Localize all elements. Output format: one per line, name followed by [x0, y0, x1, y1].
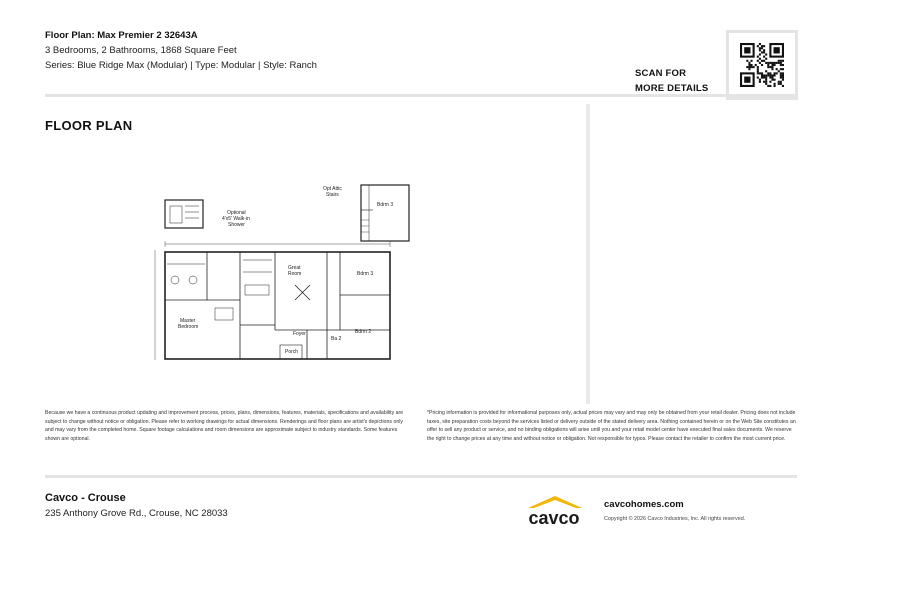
- website-link[interactable]: cavcohomes.com: [604, 499, 684, 510]
- copyright: Copyright © 2026 Cavco Industries, Inc. All rights reserved.: [604, 516, 746, 522]
- logo-wordmark: cavco: [528, 508, 580, 528]
- section-title: FLOOR PLAN: [45, 118, 133, 133]
- label-optional-shower: Optional 4'x5' Walk-in Shower: [222, 210, 250, 228]
- footer-divider: [45, 475, 797, 478]
- label-master-bedroom: Master Bedroom: [178, 318, 199, 330]
- label-bdrm2: Bdrm 2: [355, 329, 372, 335]
- main-floor-outline: [165, 252, 390, 359]
- cavco-logo: [522, 494, 586, 530]
- dealer-address: 235 Anthony Grove Rd., Crouse, NC 28033: [45, 508, 228, 519]
- floor-plan-title: Floor Plan: Max Premier 2 32643A: [45, 30, 198, 41]
- label-foyer: Foyer: [293, 331, 306, 337]
- optional-attic-inset: [361, 185, 409, 241]
- label-great-room: Great Room: [288, 265, 302, 277]
- roof-icon: [528, 496, 582, 508]
- label-bdrm3: Bdrm 3: [357, 271, 374, 277]
- disclaimer-left: Because we have a continuous product updating and improvement process, prices, plans, dimensions, features, materials, specifications and availability are subject to change without notice or obligation. Please refer to working drawings for actual dimensions. Renderings and floor plans are artist's depictions only and may vary from the completed home. Square footage calculations and room dimensions are approximate subject to industry standards. Some features shown are optional.: [45, 410, 404, 442]
- scan-line-1: SCAN FOR: [635, 68, 687, 79]
- label-porch: Porch: [285, 349, 299, 355]
- header-divider: [45, 94, 797, 97]
- label-attic-stairs: Opt Attic Stairs: [323, 186, 342, 198]
- scan-prompt: [635, 66, 708, 96]
- label-bath2: Ba 2: [331, 336, 342, 342]
- series-info: Series: Blue Ridge Max (Modular) | Type: Modular | Style: Ranch: [45, 60, 317, 71]
- label-bdrm3-upper: Bdrm 3: [377, 202, 394, 208]
- floor-plan-drawing: [145, 180, 415, 380]
- dealer-name: Cavco - Crouse: [45, 492, 126, 504]
- scan-line-2: MORE DETAILS: [635, 83, 709, 94]
- disclaimer-right: *Pricing information is provided for informational purposes only, actual prices may vary and may only be obtained from your retail dealer. Pricing does not include taxes, site preparation costs beyond the services listed or delivery outside of the stated delivery area. Nothing contained herein or on the Web Site constitutes an offer to sell any product or service, and no binding obligations will arise until you and your retail model center have executed final sales documents. We reserve the right to change prices at any time and without notice or obligation. Not responsible for typos. Please contact the retailer to confirm the most current price.: [427, 410, 796, 442]
- column-divider: [586, 104, 590, 404]
- qr-code[interactable]: [726, 30, 798, 100]
- optional-shower-inset: [165, 200, 203, 228]
- qr-code-icon: [740, 43, 784, 87]
- home-specs: 3 Bedrooms, 2 Bathrooms, 1868 Square Feet: [45, 45, 237, 56]
